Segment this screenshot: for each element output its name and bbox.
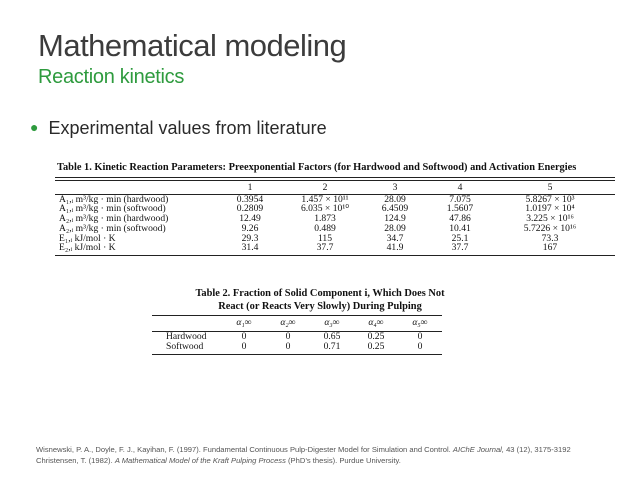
table2-caption	[160, 287, 480, 313]
table2-cell: 0.25	[367, 341, 385, 352]
table1-cell: 5.8267 × 10³	[525, 194, 575, 205]
table1-cell: 115	[317, 233, 333, 244]
table1-cell: 25.1	[451, 233, 469, 244]
table1-row	[55, 214, 615, 224]
table1-col-header: 5	[547, 181, 553, 193]
table2	[152, 315, 442, 355]
table1-cell: 6.035 × 10¹⁰	[300, 204, 350, 215]
table1-cell: 3.225 × 10¹⁶	[526, 214, 574, 224]
table1-cell: 28.09	[384, 223, 406, 234]
table1-row-label: A₁,ᵢ m³/kg · min (softwood)	[59, 204, 166, 215]
table1-row	[55, 243, 615, 253]
table2-row	[152, 342, 442, 352]
table2-caption-line2: React (or Reacts Very Slowly) During Pulping	[218, 301, 422, 312]
table2-cell: 0	[417, 341, 423, 352]
table1-col-header: 3	[392, 181, 398, 193]
table1-body	[55, 195, 615, 254]
table1	[55, 177, 615, 256]
table2-body	[152, 332, 442, 352]
table2-cell: 0.25	[367, 331, 385, 342]
table1-cell: 37.7	[316, 243, 334, 254]
table2-col-header: α₅∞	[412, 317, 428, 328]
bullet-dot-icon: ●	[30, 119, 39, 135]
table2-cell: 0.71	[323, 341, 341, 352]
table1-cell: 31.4	[241, 243, 259, 254]
table1-row	[55, 195, 615, 205]
table1-cell: 10.41	[449, 223, 471, 234]
table2-col-header: α₁∞	[236, 317, 252, 328]
bullet-item	[30, 118, 327, 139]
table1-row-label: A₂,ᵢ m³/kg · min (hardwood)	[59, 214, 169, 224]
table1-cell: 0.2809	[236, 204, 264, 215]
table1-cell: 9.26	[241, 223, 259, 234]
table2-caption-line1: Table 2. Fraction of Solid Component i, Which Does Not	[195, 288, 445, 299]
table2-cell: 0	[285, 331, 291, 342]
table1-cell: 41.9	[386, 243, 404, 254]
slide-title: Mathematical modeling	[38, 28, 347, 63]
table1-cell: 73.3	[541, 233, 559, 244]
table1-cell: 167	[542, 243, 558, 254]
bullet-text: Experimental values from literature	[48, 118, 327, 138]
table1-cell: 34.7	[386, 233, 404, 244]
table1-row	[55, 234, 615, 244]
table1-cell: 1.5607	[446, 204, 474, 215]
table1-row-label: A₁,ᵢ m³/kg · min (hardwood)	[59, 194, 169, 205]
table1-cell: 47.86	[449, 214, 471, 224]
table2-col-header: α₄∞	[368, 317, 384, 328]
table1-col-header: 4	[457, 181, 463, 193]
table1-cell: 28.09	[384, 194, 406, 205]
table1-cell: 29.3	[241, 233, 259, 244]
table1-cell: 6.4509	[381, 204, 409, 215]
table1-header-row	[55, 182, 615, 193]
table2-row-label: Hardwood	[166, 331, 207, 342]
reference-1: Wisnewski, P. A., Doyle, F. J., Kayihan, F. (1997). Fundamental Continuous Pulp-Digester Model for Simulation and Control. AIChE Journal, 43 (12), 3175-3192	[36, 445, 571, 454]
table1-caption: Table 1. Kinetic Reaction Parameters: Preexponential Factors (for Hardwood and Softwood) and Activation Energies	[57, 162, 577, 173]
table2-cell: 0	[285, 341, 291, 352]
table1-row	[55, 224, 615, 234]
table2-cell: 0	[241, 341, 247, 352]
table1-cell: 7.075	[449, 194, 471, 205]
table1-row	[55, 204, 615, 214]
slide-subtitle: Reaction kinetics	[38, 66, 185, 88]
table1-bottom-rule	[55, 255, 615, 256]
table1-cell: 1.873	[314, 214, 336, 224]
references	[36, 444, 636, 466]
table1-cell: 1.0197 × 10⁴	[525, 204, 575, 215]
table2-cell: 0	[417, 331, 423, 342]
reference-2: Christensen, T. (1982). A Mathematical Model of the Kraft Pulping Process (PhD’s thesis). Purdue University.	[36, 456, 401, 465]
table1-cell: 0.3954	[236, 194, 264, 205]
table1-row-label: A₂,ᵢ m³/kg · min (softwood)	[59, 223, 166, 234]
table2-cell: 0.65	[323, 331, 341, 342]
table2-col-header: α₂∞	[280, 317, 296, 328]
table1-cell: 1.457 × 10¹¹	[301, 194, 349, 205]
table1-row-label: E₁,ᵢ kJ/mol · K	[59, 233, 116, 244]
table1-cell: 124.9	[384, 214, 406, 224]
table2-row-label: Softwood	[166, 341, 204, 352]
table1-cell: 5.7226 × 10¹⁶	[523, 223, 577, 234]
table1-col-header: 1	[247, 181, 253, 193]
table1-row-label: E₂,ᵢ kJ/mol · K	[59, 243, 116, 254]
table2-bottom-rule	[152, 354, 442, 355]
table2-header-row	[152, 316, 442, 330]
table1-cell: 0.489	[314, 223, 336, 234]
table1-top-rule	[55, 177, 615, 181]
table2-cell: 0	[241, 331, 247, 342]
table2-col-header: α₃∞	[324, 317, 340, 328]
table1-cell: 37.7	[451, 243, 469, 254]
table1-col-header: 2	[322, 181, 328, 193]
table1-cell: 12.49	[239, 214, 261, 224]
